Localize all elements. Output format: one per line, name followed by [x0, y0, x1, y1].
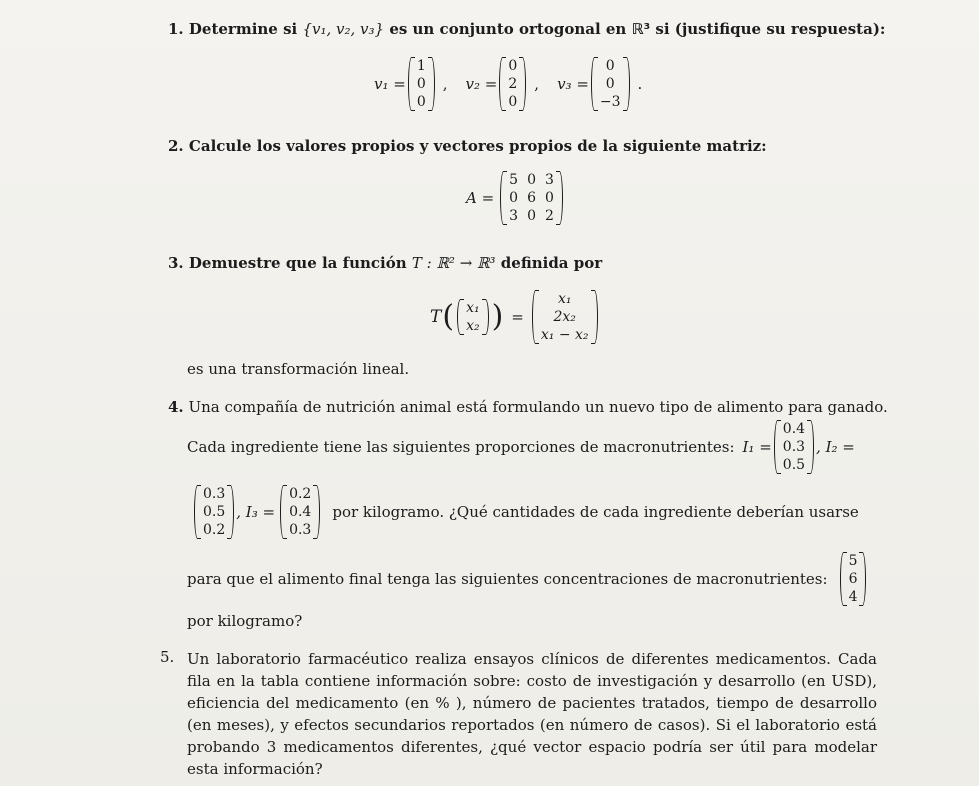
vector-v2-label: v₂ = [465, 75, 498, 93]
vector-separator: . [637, 75, 643, 93]
matrix-entry: 3 [509, 208, 519, 224]
question-4-text-4: para que el alimento final tenga las siguientes concentraciones de macronutrientes: [187, 570, 828, 588]
matrix-entry: 5 [509, 172, 519, 188]
vector-entry: 0.2 [203, 522, 226, 538]
question-2-statement [168, 137, 767, 155]
matrix-entry: 0 [527, 208, 537, 224]
question-3-text-before: Demuestre que la función [188, 254, 407, 272]
vector-v1-label: v₁ = [374, 75, 406, 93]
vector-entry: 2 [508, 76, 518, 92]
question-4-line-1 [168, 398, 888, 416]
vector-entry: 5 [848, 553, 858, 569]
vector-entry: 0.5 [782, 457, 806, 473]
vector-entry: 0 [508, 58, 518, 74]
vector-entry: 0 [605, 58, 615, 74]
question-1-vectors [374, 52, 642, 116]
question-3-conclusion: es una transformación lineal. [187, 360, 410, 378]
vector-entry: 2x₂ [553, 309, 576, 325]
matrix-a-label: A = [466, 189, 495, 207]
vector-entry: 0 [416, 76, 426, 92]
vector-entry: 1 [416, 58, 426, 74]
question-1-number: 1. [168, 20, 184, 38]
function-t-symbol: T [430, 307, 442, 327]
vector-v1 [408, 57, 435, 111]
matrix-entry: 6 [527, 190, 537, 206]
question-4-text-3: por kilogramo. ¿Qué cantidades de cada ingrediente deberían usarse [332, 503, 859, 521]
question-2-matrix-block [466, 166, 565, 230]
question-4-line-2 [187, 416, 855, 478]
matrix-entry: 0 [545, 190, 554, 206]
vector-entry: x₁ − x₂ [540, 327, 589, 343]
question-1-text-after: si (justifique su respuesta): [655, 20, 886, 38]
input-vector [457, 299, 489, 335]
question-5-number-text: 5. [160, 648, 175, 666]
question-4-text-1: Una compañía de nutrición animal está formulando un nuevo tipo de alimento para ganado. [188, 398, 888, 416]
question-1-statement [168, 20, 885, 38]
matrix-entry: 3 [545, 172, 554, 188]
vector-entry: 0.3 [782, 439, 806, 455]
vector-v2 [499, 57, 526, 111]
vector-entry: 0.2 [289, 486, 312, 502]
vector-entry: −3 [599, 94, 621, 110]
equals-sign: = [511, 308, 524, 326]
question-4-line-3 [192, 481, 859, 543]
vector-entry: 4 [848, 589, 858, 605]
ingredient-i1-vector [774, 420, 814, 474]
question-5-number [160, 648, 174, 666]
question-5-text: Un laboratorio farmacéutico realiza ensayos clínicos de diferentes medicamentos. Cada fila en la tabla contiene información sobre: costo de investigación y desarrollo (en USD), eficiencia del medicamento (en % ), número de pacientes tratados, tiempo de desarrollo (en meses), y efectos secundarios reportados (en número de casos). Si el laboratorio está probando 3 medicamentos diferentes, ¿qué vector espacio podría ser útil para modelar esta información? [187, 650, 877, 778]
target-concentration-vector [840, 552, 867, 606]
ingredient-i1-label: I₁ = [742, 438, 772, 456]
vector-v3-label: v₃ = [557, 75, 589, 93]
matrix-entry: 2 [545, 208, 554, 224]
vector-entry: 6 [848, 571, 858, 587]
ingredient-i3-vector [280, 485, 320, 539]
vector-entry: 0.3 [289, 522, 312, 538]
question-4-line-4 [187, 548, 868, 610]
question-4-text-5: por kilogramo? [187, 612, 303, 630]
ingredient-i2-label: , I₂ = [816, 438, 855, 456]
vector-entry: 0.4 [782, 421, 806, 437]
vector-entry: 0 [416, 94, 426, 110]
vector-entry: x₁ [466, 300, 480, 316]
vector-entry: 0.3 [203, 486, 226, 502]
vector-entry: 0 [508, 94, 518, 110]
vector-entry: 0.4 [289, 504, 312, 520]
ingredient-i2-vector [194, 485, 234, 539]
question-3-statement [168, 254, 602, 272]
outer-paren-right: ) [491, 299, 504, 334]
outer-paren-left: ( [442, 299, 455, 334]
question-3-definition [430, 284, 600, 350]
question-1-text-before: Determine si [188, 20, 298, 38]
output-vector [532, 290, 598, 344]
question-4-text-2: Cada ingrediente tiene las siguientes proporciones de macronutrientes: [187, 438, 735, 456]
question-1-text-mid: es un conjunto ortogonal en [389, 20, 627, 38]
question-3-text-after: definida por [500, 254, 603, 272]
ingredient-i3-label: , I₃ = [236, 503, 276, 521]
question-1-set: {v₁, v₂, v₃} [302, 20, 385, 38]
vector-entry: 0.5 [203, 504, 226, 520]
question-2-number: 2. [168, 137, 184, 155]
question-4-number: 4. [168, 398, 184, 416]
vector-separator: , [534, 75, 540, 93]
question-2-text: Calcule los valores propios y vectores propios de la siguiente matriz: [188, 137, 767, 155]
vector-entry: x₁ [557, 291, 572, 307]
vector-entry: x₂ [466, 318, 480, 334]
vector-v3 [591, 57, 630, 111]
matrix-a [500, 171, 563, 225]
vector-separator: , [442, 75, 448, 93]
matrix-entry: 0 [527, 172, 537, 188]
matrix-entry: 0 [509, 190, 519, 206]
question-3-number: 3. [168, 254, 184, 272]
question-1-space: ℝ³ [631, 20, 651, 38]
question-3-map: T : ℝ² → ℝ³ [411, 254, 496, 272]
vector-entry: 0 [605, 76, 615, 92]
